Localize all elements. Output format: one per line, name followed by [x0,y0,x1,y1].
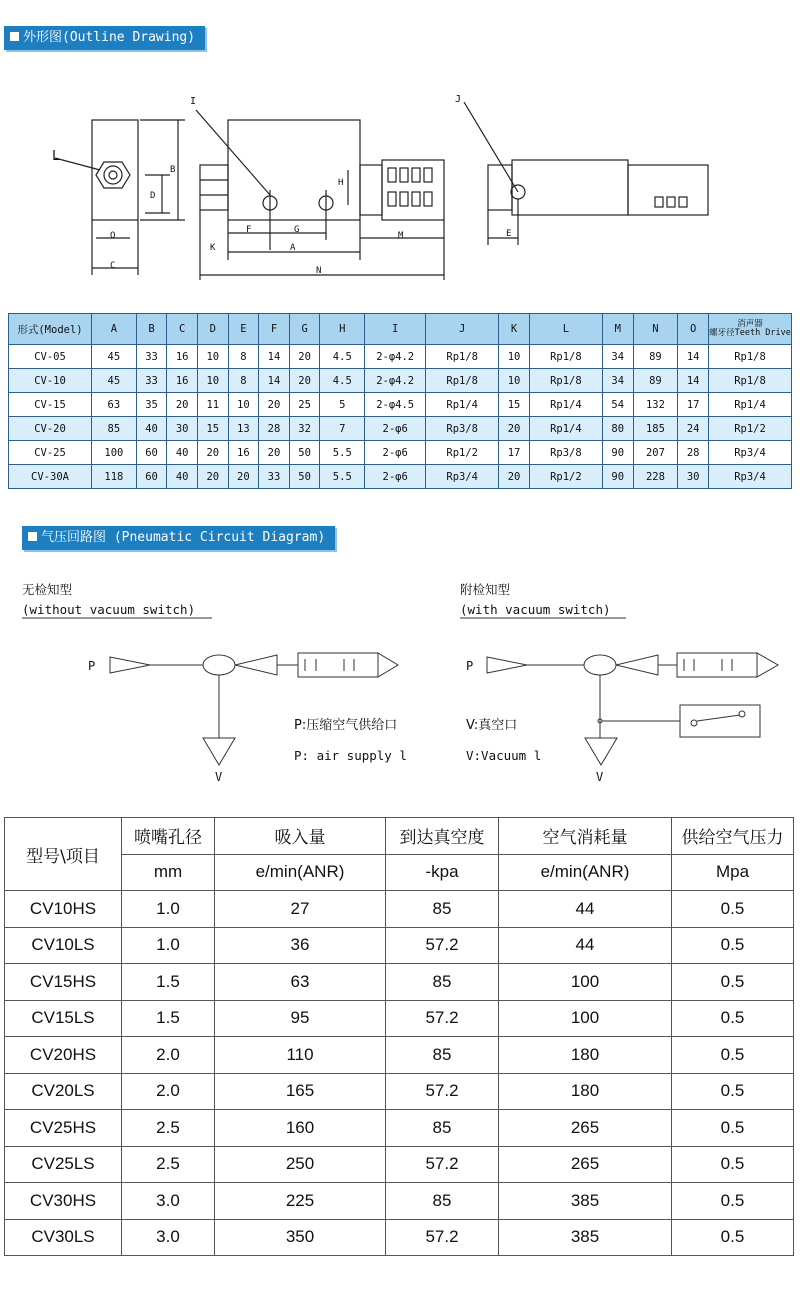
spec-value-cell: 225 [215,1183,386,1220]
dimension-cell: 89 [633,345,678,369]
spec-value-cell: 85 [386,1183,499,1220]
dimension-cell: 15 [499,393,530,417]
dimension-cell: 13 [228,417,259,441]
dimension-cell: Rp1/2 [426,441,499,465]
col-g: G [289,314,320,345]
dimension-cell: 20 [499,465,530,489]
dimension-row [9,393,792,417]
label-B: B [170,165,176,175]
dimension-cell: 4.5 [320,345,365,369]
label-O: O [110,231,116,241]
spec-row [5,891,794,928]
dimension-cell: 10 [499,345,530,369]
dimension-cell: 20 [289,345,320,369]
dimension-cell: 7 [320,417,365,441]
dimension-cell: 207 [633,441,678,465]
dimension-cell: Rp3/4 [709,465,792,489]
model-cell: CV-25 [9,441,92,465]
dimension-cell: 16 [167,369,198,393]
right-title-en: (with vacuum switch) [460,602,611,617]
model-cell: CV-05 [9,345,92,369]
spec-value-cell: 0.5 [672,1183,794,1220]
dimension-cell: 20 [499,417,530,441]
spec-value-cell: 57.2 [386,1146,499,1183]
spec-value-cell: 85 [386,891,499,928]
dimension-cell: 45 [92,369,137,393]
col-e: E [228,314,259,345]
legend-v-en: V:Vacuum l [466,748,542,763]
dimension-cell: 5 [320,393,365,417]
legend-p-en: P: air supply l [294,748,407,763]
dimension-cell: 2-φ4.2 [365,369,426,393]
spec-value-cell: 0.5 [672,1110,794,1147]
label-D: D [150,191,156,201]
dimension-cell: Rp1/8 [529,369,602,393]
col-b: B [136,314,167,345]
spec-value-cell: 350 [215,1219,386,1256]
dimension-table-header [9,314,792,345]
dimension-row [9,441,792,465]
dimension-cell: 10 [499,369,530,393]
dimension-cell: 60 [136,441,167,465]
dimension-cell: 33 [136,345,167,369]
spec-value-cell: 85 [386,1037,499,1074]
dimension-cell: 89 [633,369,678,393]
dimension-cell: 2-φ6 [365,465,426,489]
spec-value-cell: 385 [499,1183,672,1220]
dimension-row [9,417,792,441]
left-v-label: V [215,770,223,784]
label-M: M [398,231,404,241]
dimension-cell: Rp1/8 [529,345,602,369]
dimension-cell: 14 [678,369,709,393]
dimension-cell: 20 [259,441,290,465]
dimension-cell: Rp1/8 [426,345,499,369]
dimension-cell: 118 [92,465,137,489]
label-A: A [290,243,296,253]
col-muffler: 消声器 螺牙径Teeth Drive [709,314,792,345]
legend-v-cn: V:真空口 [466,718,518,733]
spec-value-cell: 27 [215,891,386,928]
spec-model-cell: CV15HS [5,964,122,1001]
dimension-cell: 25 [289,393,320,417]
label-C: C [110,261,116,271]
spec-col-air-consumption: 空气消耗量 [499,818,672,855]
dimension-cell: 50 [289,441,320,465]
dimension-cell: 34 [602,369,633,393]
dimension-cell: 8 [228,369,259,393]
dimension-cell: 185 [633,417,678,441]
dimension-cell: 34 [602,345,633,369]
dimension-cell: 45 [92,345,137,369]
dimension-cell: 80 [602,417,633,441]
spec-value-cell: 57.2 [386,927,499,964]
spec-value-cell: 180 [499,1073,672,1110]
spec-header-row [5,818,794,855]
dimension-cell: 15 [197,417,228,441]
spec-value-cell: 0.5 [672,1073,794,1110]
dimension-cell: 2-φ6 [365,441,426,465]
spec-value-cell: 1.5 [122,964,215,1001]
dimension-cell: 16 [167,345,198,369]
dimension-row [9,345,792,369]
dimension-table [8,313,792,489]
spec-value-cell: 44 [499,891,672,928]
spec-value-cell: 180 [499,1037,672,1074]
dimension-cell: 16 [228,441,259,465]
dimension-cell: 20 [197,465,228,489]
model-cell: CV-20 [9,417,92,441]
col-j: J [426,314,499,345]
circuit-diagram [0,575,800,790]
dimension-cell: Rp1/8 [709,345,792,369]
spec-row [5,1073,794,1110]
dimension-cell: 28 [678,441,709,465]
dimension-cell: 90 [602,441,633,465]
col-k: K [499,314,530,345]
dimension-cell: 5.5 [320,441,365,465]
dimension-cell: 24 [678,417,709,441]
spec-model-cell: CV30LS [5,1219,122,1256]
spec-value-cell: 57.2 [386,1073,499,1110]
dimension-cell: 10 [197,369,228,393]
dimension-cell: 20 [289,369,320,393]
dimension-cell: 60 [136,465,167,489]
dimension-cell: 2-φ6 [365,417,426,441]
col-c: C [167,314,198,345]
col-a: A [92,314,137,345]
spec-value-cell: 63 [215,964,386,1001]
dimension-cell: 90 [602,465,633,489]
spec-row [5,1110,794,1147]
spec-value-cell: 100 [499,1000,672,1037]
dimension-cell: 30 [678,465,709,489]
model-cell: CV-30A [9,465,92,489]
model-cell: CV-10 [9,369,92,393]
unit-mpa: Mpa [672,854,794,891]
label-F: F [246,225,252,235]
spec-value-cell: 250 [215,1146,386,1183]
spec-col-supply-pressure: 供给空气压力 [672,818,794,855]
spec-value-cell: 2.0 [122,1073,215,1110]
dimension-cell: Rp3/4 [709,441,792,465]
outline-section-title: 外形图(Outline Drawing) [4,26,205,50]
spec-row [5,1183,794,1220]
dimension-cell: 2-φ4.2 [365,345,426,369]
spec-value-cell: 1.0 [122,891,215,928]
left-p-label: P [88,659,96,673]
unit-consumption: e/min(ANR) [499,854,672,891]
dimension-cell: 85 [92,417,137,441]
spec-value-cell: 0.5 [672,891,794,928]
spec-value-cell: 57.2 [386,1000,499,1037]
spec-row [5,964,794,1001]
col-model: 形式(Model) [9,314,92,345]
col-f: F [259,314,290,345]
dimension-cell: 63 [92,393,137,417]
spec-value-cell: 0.5 [672,927,794,964]
spec-col-vacuum: 到达真空度 [386,818,499,855]
dimension-cell: 32 [289,417,320,441]
dimension-cell: 8 [228,345,259,369]
dimension-row [9,465,792,489]
dimension-cell: Rp1/4 [426,393,499,417]
dimension-cell: 4.5 [320,369,365,393]
col-m: M [602,314,633,345]
dimension-cell: 2-φ4.5 [365,393,426,417]
label-H: H [338,178,344,188]
model-cell: CV-15 [9,393,92,417]
spec-value-cell: 44 [499,927,672,964]
spec-value-cell: 3.0 [122,1219,215,1256]
label-G: G [294,225,300,235]
spec-value-cell: 100 [499,964,672,1001]
right-p-label: P [466,659,474,673]
dimension-cell: 5.5 [320,465,365,489]
unit-suction: e/min(ANR) [215,854,386,891]
unit-mm: mm [122,854,215,891]
label-E: E [506,229,512,239]
spec-value-cell: 385 [499,1219,672,1256]
dimension-cell: 100 [92,441,137,465]
spec-value-cell: 36 [215,927,386,964]
spec-value-cell: 0.5 [672,1037,794,1074]
spec-value-cell: 265 [499,1110,672,1147]
spec-value-cell: 160 [215,1110,386,1147]
spec-model-cell: CV15LS [5,1000,122,1037]
col-l: L [529,314,602,345]
spec-row [5,927,794,964]
dimension-cell: 14 [259,345,290,369]
spec-col-nozzle: 喷嘴孔径 [122,818,215,855]
spec-value-cell: 3.0 [122,1183,215,1220]
dimension-cell: 17 [678,393,709,417]
legend-p-cn: P:压缩空气供给口 [294,718,398,733]
dimension-cell: 33 [259,465,290,489]
dimension-cell: 50 [289,465,320,489]
dimension-cell: Rp1/8 [426,369,499,393]
spec-value-cell: 0.5 [672,1000,794,1037]
dimension-cell: Rp1/2 [709,417,792,441]
label-L: L [52,149,60,164]
dimension-cell: 40 [167,465,198,489]
spec-value-cell: 0.5 [672,1146,794,1183]
dimension-cell: 33 [136,369,167,393]
col-d: D [197,314,228,345]
col-n: N [633,314,678,345]
spec-col-model: 型号\项目 [5,818,122,891]
dimension-cell: Rp1/4 [529,417,602,441]
spec-table [4,817,794,1256]
dimension-cell: 11 [197,393,228,417]
spec-row [5,1000,794,1037]
spec-value-cell: 95 [215,1000,386,1037]
dimension-cell: Rp3/8 [529,441,602,465]
spec-model-cell: CV10LS [5,927,122,964]
spec-model-cell: CV20HS [5,1037,122,1074]
dimension-cell: 14 [259,369,290,393]
dimension-cell: 20 [228,465,259,489]
unit-kpa: -kpa [386,854,499,891]
spec-model-cell: CV10HS [5,891,122,928]
circuit-section-title: 气压回路图 (Pneumatic Circuit Diagram) [22,526,335,550]
spec-value-cell: 57.2 [386,1219,499,1256]
dimension-cell: 35 [136,393,167,417]
col-o: O [678,314,709,345]
outline-drawing [0,80,800,290]
spec-value-cell: 1.5 [122,1000,215,1037]
dimension-cell: Rp1/2 [529,465,602,489]
spec-value-cell: 2.5 [122,1146,215,1183]
dimension-cell: 28 [259,417,290,441]
label-K: K [210,243,216,253]
label-N: N [316,266,322,276]
dimension-cell: 10 [197,345,228,369]
dimension-row [9,369,792,393]
left-title-en: (without vacuum switch) [22,602,196,617]
spec-value-cell: 85 [386,1110,499,1147]
left-title-cn: 无检知型 [22,582,73,597]
spec-col-suction: 吸入量 [215,818,386,855]
dimension-cell: 14 [678,345,709,369]
dimension-cell: 132 [633,393,678,417]
label-J: J [455,94,462,105]
spec-value-cell: 0.5 [672,1219,794,1256]
col-h: H [320,314,365,345]
spec-value-cell: 2.5 [122,1110,215,1147]
dimension-cell: 20 [167,393,198,417]
spec-value-cell: 165 [215,1073,386,1110]
spec-model-cell: CV30HS [5,1183,122,1220]
dimension-cell: 17 [499,441,530,465]
spec-model-cell: CV20LS [5,1073,122,1110]
spec-value-cell: 1.0 [122,927,215,964]
label-I: I [190,96,197,107]
spec-model-cell: CV25LS [5,1146,122,1183]
spec-row [5,1146,794,1183]
spec-value-cell: 0.5 [672,964,794,1001]
spec-value-cell: 85 [386,964,499,1001]
right-v-label: V [596,770,604,784]
dimension-cell: 30 [167,417,198,441]
dimension-cell: 40 [136,417,167,441]
dimension-cell: Rp3/4 [426,465,499,489]
spec-row [5,1219,794,1256]
spec-row [5,1037,794,1074]
dimension-cell: 40 [167,441,198,465]
dimension-cell: Rp3/8 [426,417,499,441]
dimension-cell: 20 [259,393,290,417]
dimension-cell: Rp1/4 [709,393,792,417]
right-title-cn: 附检知型 [460,582,511,597]
dimension-cell: 54 [602,393,633,417]
dimension-cell: 20 [197,441,228,465]
dimension-cell: 10 [228,393,259,417]
spec-model-cell: CV25HS [5,1110,122,1147]
spec-units-row [5,854,794,891]
col-i: I [365,314,426,345]
spec-value-cell: 2.0 [122,1037,215,1074]
dimension-cell: 228 [633,465,678,489]
spec-value-cell: 265 [499,1146,672,1183]
dimension-cell: Rp1/4 [529,393,602,417]
dimension-cell: Rp1/8 [709,369,792,393]
spec-value-cell: 110 [215,1037,386,1074]
